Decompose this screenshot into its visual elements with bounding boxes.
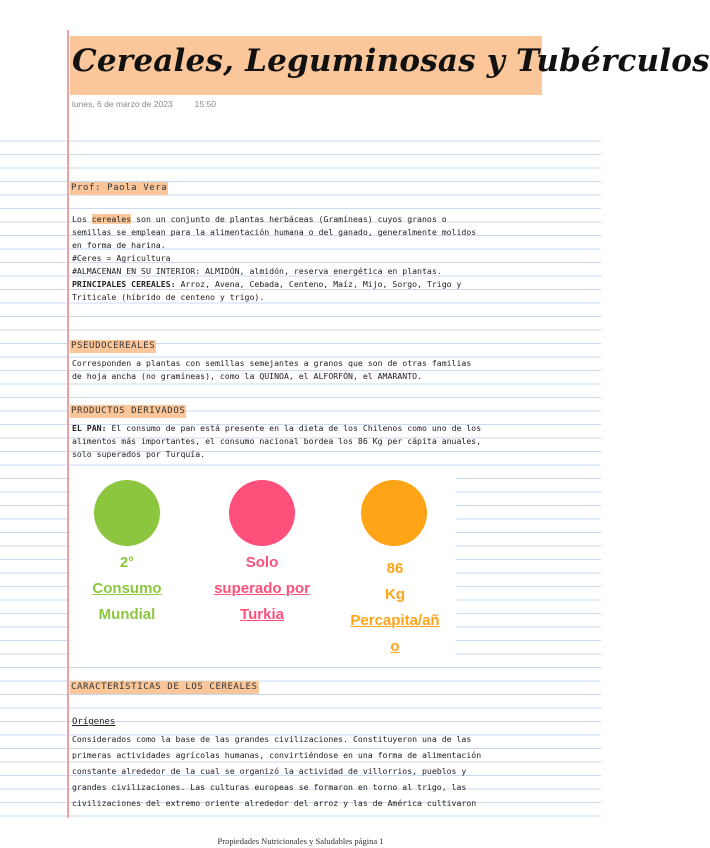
pseudo-line-2: de hoja ancha (no gramíneas), como la QUINOA, el ALFORFÓN, el AMARANTO. (72, 371, 422, 381)
stat-consumo-line-1: 2° (119, 554, 135, 571)
page-footer: Propiedades Nutricionales y Saludables página 1 (217, 836, 384, 846)
stat-consumo-line-2: Consumo (92, 580, 162, 597)
origins-subheading: Orígenes (72, 717, 116, 727)
pseudo-line-1: Corresponden a plantas con semillas semejantes a granos que son de otras familias (72, 358, 472, 368)
cereales-highlight: cereales (91, 214, 132, 224)
intro-line-5: #ALMACENAN EN SU INTERIOR: ALMIDÓN, almidón, reserva energética en plantas. (72, 266, 442, 276)
green-circle (94, 480, 160, 546)
stat-turkia-line-1: Solo (245, 554, 279, 571)
page-time: 15:50 (194, 99, 216, 109)
orange-circle (361, 480, 427, 546)
products-heading: PRODUCTOS DERIVADOS (71, 406, 186, 416)
stat-turkia (198, 550, 326, 628)
char-line-4: grandes civilizaciones. Las culturas europeas se formaron en torno al trigo, las (72, 782, 467, 792)
stat-turkia-line-3: Turkia (240, 606, 284, 623)
intro-line-7: Triticale (híbrido de centeno y trigo). (72, 292, 265, 302)
products-line-1: EL PAN: El consumo de pan está presente en la dieta de los Chilenos como uno de los (72, 423, 482, 433)
intro-line-3: en forma de harina. (72, 240, 166, 250)
page-date: lunes, 6 de marzo de 2023 (72, 99, 173, 109)
char-line-1: Considerados como la base de las grandes civilizaciones. Constituyeron una de las (72, 734, 472, 744)
intro-line-1: Los cereales son un conjunto de plantas herbáceas (Gramíneas) cuyos granos o (72, 214, 447, 224)
page-dateline (72, 99, 238, 109)
teacher-label: Prof: Paola Vera (71, 183, 168, 193)
stat-percapita-line-4: o (390, 638, 400, 655)
stat-percapita-line-1: 86 (386, 560, 404, 577)
products-line-2: alimentos más importantes, el consumo nacional bordea los 86 Kg per cápita anuales, (72, 436, 482, 446)
char-line-5: civilizaciones del extremo oriente alrededor del arroz y las de América cultivaron (72, 798, 477, 808)
stat-consumo (70, 550, 184, 628)
pink-circle (229, 480, 295, 546)
pseudo-heading: PSEUDOCEREALES (71, 341, 156, 351)
products-line-3: solo superados por Turquía. (72, 449, 206, 459)
intro-line-4: #Ceres = Agricultura (72, 253, 171, 263)
intro-line-6: PRINCIPALES CEREALES: Arroz, Avena, Cebada, Centeno, Maíz, Mijo, Sorgo, Trigo y (72, 279, 462, 289)
stats-infographic (70, 470, 456, 662)
margin-line (67, 30, 69, 818)
char-line-2: primeras actividades agrícolas humanas, convirtiéndose en una forma de alimentación (72, 750, 482, 760)
char-line-3: constante alrededor de la cual se organizó la actividad de villorrios, pueblos y (72, 766, 467, 776)
stat-turkia-line-2: superado por (214, 580, 310, 597)
intro-line-2: semillas se emplean para la alimentación humana o del ganado, generalmente molidos (72, 227, 477, 237)
stat-percapita (336, 556, 454, 660)
stat-percapita-line-2: Kg (385, 586, 405, 603)
page-title: Cereales, Leguminosas y Tubérculos (72, 43, 710, 79)
stat-percapita-line-3: Percapita/añ (350, 612, 440, 629)
stat-consumo-line-3: Mundial (98, 606, 156, 623)
characteristics-heading: CARACTERÍSTICAS DE LOS CEREALES (71, 682, 258, 692)
